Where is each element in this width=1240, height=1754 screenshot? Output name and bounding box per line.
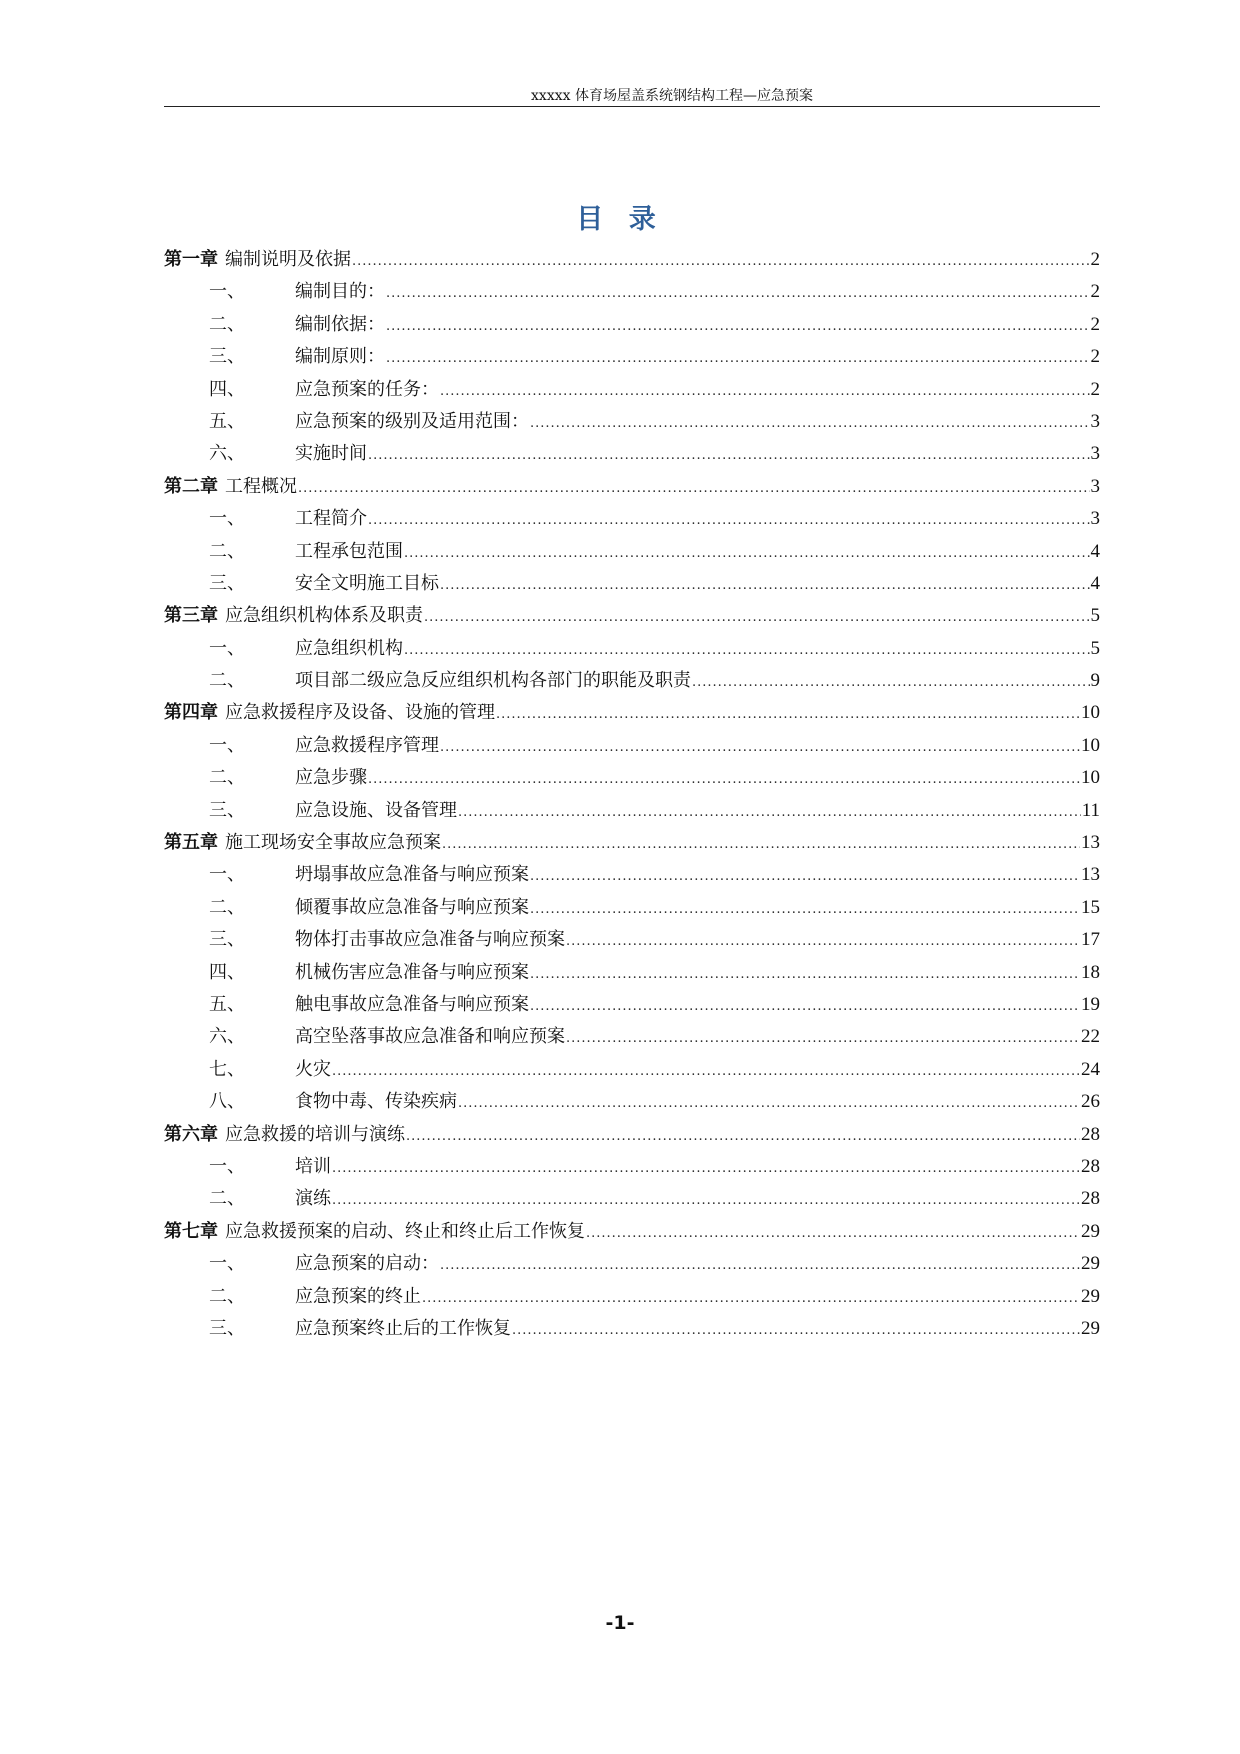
toc-section-entry[interactable]	[164, 762, 1100, 794]
toc-section-entry[interactable]	[164, 859, 1100, 891]
toc-entry-label: 编制依据：	[295, 313, 385, 335]
toc-entry-number: 七、	[209, 1058, 245, 1080]
toc-entry-label: 培训	[295, 1155, 331, 1177]
toc-dot-leader	[368, 505, 1090, 537]
toc-entry-page: 29	[1081, 1220, 1100, 1242]
toc-section-entry[interactable]	[164, 892, 1100, 924]
toc-dot-leader	[530, 959, 1080, 991]
toc-entry-label: 物体打击事故应急准备与响应预案	[295, 929, 565, 951]
toc-entry-page: 18	[1081, 961, 1100, 983]
toc-entry-number: 三、	[209, 572, 245, 594]
toc-entry-label: 工程简介	[295, 508, 367, 530]
toc-section-entry[interactable]	[164, 374, 1100, 406]
toc-entry-label: 应急预案的级别及适用范围：	[295, 410, 529, 432]
toc-entry-number: 三、	[209, 799, 245, 821]
toc-entry-page: 15	[1081, 896, 1100, 918]
toc-entry-label: 工程承包范围	[295, 540, 403, 562]
toc-entry-number: 六、	[209, 1026, 245, 1048]
toc-dot-leader	[440, 1250, 1080, 1282]
toc-entry-label: 安全文明施工目标	[295, 572, 439, 594]
toc-entry-number: 一、	[209, 734, 245, 756]
toc-section-entry[interactable]	[164, 1151, 1100, 1183]
toc-chapter-entry[interactable]	[164, 1119, 1100, 1151]
toc-section-entry[interactable]	[164, 1281, 1100, 1313]
toc-entry-number: 第二章	[164, 475, 218, 497]
toc-section-entry[interactable]	[164, 1183, 1100, 1215]
toc-chapter-entry[interactable]	[164, 1216, 1100, 1248]
toc-entry-number: 一、	[209, 1155, 245, 1177]
toc-section-entry[interactable]	[164, 568, 1100, 600]
toc-dot-leader	[404, 538, 1090, 570]
toc-entry-label: 应急设施、设备管理	[295, 799, 457, 821]
toc-entry-page: 2	[1090, 378, 1100, 400]
toc-entry-page: 11	[1081, 799, 1100, 821]
toc-entry-number: 一、	[209, 637, 245, 659]
page-number: -1-	[605, 1612, 635, 1634]
toc-entry-number: 二、	[209, 896, 245, 918]
toc-entry-number: 二、	[209, 540, 245, 562]
toc-dot-leader	[458, 797, 1081, 829]
toc-dot-leader	[386, 343, 1090, 375]
toc-entry-number: 第三章	[164, 605, 218, 627]
toc-entry-page: 2	[1090, 313, 1100, 335]
toc-entry-page: 26	[1081, 1091, 1100, 1113]
toc-section-entry[interactable]	[164, 665, 1100, 697]
toc-chapter-entry[interactable]	[164, 600, 1100, 632]
toc-chapter-entry[interactable]	[164, 471, 1100, 503]
toc-entry-number: 二、	[209, 670, 245, 692]
toc-section-entry[interactable]	[164, 795, 1100, 827]
toc-entry-label: 倾覆事故应急准备与响应预案	[295, 896, 529, 918]
toc-entry-label: 实施时间	[295, 443, 367, 465]
toc-entry-number: 二、	[209, 313, 245, 335]
toc-section-entry[interactable]	[164, 536, 1100, 568]
toc-dot-leader	[530, 408, 1090, 440]
toc-entry-label: 编制说明及依据	[225, 249, 351, 270]
toc-entry-page: 2	[1090, 281, 1100, 303]
toc-entry-number: 三、	[209, 346, 245, 368]
toc-entry-number: 五、	[209, 993, 245, 1015]
toc-section-entry[interactable]	[164, 957, 1100, 989]
toc-entry-label: 编制原则：	[295, 346, 385, 368]
table-of-contents	[164, 244, 1100, 1345]
toc-entry-number: 二、	[209, 1285, 245, 1307]
toc-entry-number: 四、	[209, 378, 245, 400]
toc-entry-label: 应急组织机构	[295, 637, 403, 659]
toc-entry-label: 应急步骤	[295, 767, 367, 789]
toc-entry-number: 一、	[209, 864, 245, 886]
toc-entry-label: 食物中毒、传染疾病	[295, 1091, 457, 1113]
toc-dot-leader	[332, 1153, 1080, 1185]
toc-entry-page: 22	[1081, 1026, 1100, 1048]
toc-entry-label: 工程概况	[225, 475, 297, 497]
toc-section-entry[interactable]	[164, 989, 1100, 1021]
toc-entry-number: 第七章	[164, 1220, 218, 1242]
toc-entry-page: 19	[1081, 993, 1100, 1015]
toc-entry-page: 28	[1081, 1188, 1100, 1210]
toc-entry-number: 二、	[209, 767, 245, 789]
toc-entry-label: 施工现场安全事故应急预案	[225, 832, 441, 854]
toc-entry-number: 六、	[209, 443, 245, 465]
toc-entry-label: 演练	[295, 1188, 331, 1210]
toc-entry-page: 29	[1081, 1285, 1100, 1307]
toc-entry-label: 应急预案终止后的工作恢复	[295, 1317, 511, 1339]
toc-dot-leader	[530, 861, 1080, 893]
toc-section-entry[interactable]	[164, 503, 1100, 535]
toc-entry-number: 四、	[209, 961, 245, 983]
toc-entry-label: 应急预案的启动：	[295, 1253, 439, 1275]
toc-dot-leader	[404, 635, 1090, 667]
toc-dot-leader	[458, 1088, 1080, 1120]
toc-section-entry[interactable]	[164, 1054, 1100, 1086]
toc-entry-label: 项目部二级应急反应组织机构各部门的职能及职责	[295, 670, 691, 692]
toc-entry-page: 13	[1081, 864, 1100, 886]
toc-chapter-entry[interactable]	[164, 244, 1100, 276]
toc-section-entry[interactable]	[164, 438, 1100, 470]
toc-entry-page: 5	[1090, 637, 1100, 659]
toc-entry-page: 28	[1081, 1155, 1100, 1177]
toc-entry-page: 2	[1090, 249, 1100, 270]
toc-entry-label: 高空坠落事故应急准备和响应预案	[295, 1026, 565, 1048]
toc-entry-page: 13	[1081, 832, 1100, 854]
toc-entry-number: 一、	[209, 281, 245, 303]
toc-dot-leader	[442, 829, 1080, 861]
toc-section-entry[interactable]	[164, 406, 1100, 438]
toc-entry-number: 三、	[209, 929, 245, 951]
toc-entry-label: 应急救援的培训与演练	[225, 1123, 405, 1145]
toc-section-entry[interactable]	[164, 1021, 1100, 1053]
toc-entry-number: 一、	[209, 508, 245, 530]
toc-dot-leader	[586, 1218, 1080, 1250]
toc-dot-leader	[440, 570, 1090, 602]
toc-entry-label: 应急组织机构体系及职责	[225, 605, 423, 627]
toc-dot-leader	[496, 699, 1080, 731]
toc-entry-label: 机械伤害应急准备与响应预案	[295, 961, 529, 983]
toc-entry-page: 3	[1090, 443, 1100, 465]
toc-dot-leader	[368, 440, 1090, 472]
toc-entry-number: 第六章	[164, 1123, 218, 1145]
toc-dot-leader	[368, 764, 1080, 796]
toc-entry-label: 坍塌事故应急准备与响应预案	[295, 864, 529, 886]
toc-entry-page: 29	[1081, 1317, 1100, 1339]
toc-dot-leader	[332, 1185, 1080, 1217]
toc-section-entry[interactable]	[164, 730, 1100, 762]
toc-dot-leader	[386, 278, 1090, 310]
toc-section-entry[interactable]	[164, 1248, 1100, 1280]
header-rule	[164, 106, 1100, 107]
toc-section-entry[interactable]	[164, 924, 1100, 956]
toc-entry-label: 应急救援程序及设备、设施的管理	[225, 702, 495, 724]
toc-dot-leader	[424, 602, 1090, 634]
toc-dot-leader	[406, 1121, 1080, 1153]
toc-entry-label: 火灾	[295, 1058, 331, 1080]
toc-section-entry[interactable]	[164, 341, 1100, 373]
toc-entry-label: 触电事故应急准备与响应预案	[295, 993, 529, 1015]
toc-dot-leader	[422, 1283, 1080, 1315]
toc-entry-page: 4	[1090, 572, 1100, 594]
toc-section-entry[interactable]	[164, 1086, 1100, 1118]
toc-dot-leader	[298, 473, 1090, 505]
toc-entry-page: 9	[1090, 670, 1100, 692]
toc-entry-page: 4	[1090, 540, 1100, 562]
toc-entry-number: 第一章	[164, 249, 218, 270]
toc-entry-page: 3	[1090, 410, 1100, 432]
toc-section-entry[interactable]	[164, 633, 1100, 665]
toc-entry-page: 29	[1081, 1253, 1100, 1275]
toc-entry-number: 三、	[209, 1317, 245, 1339]
toc-section-entry[interactable]	[164, 1313, 1100, 1345]
toc-entry-page: 17	[1081, 929, 1100, 951]
toc-chapter-entry[interactable]	[164, 697, 1100, 729]
running-header: xxxxx 体育场屋盖系统钢结构工程—应急预案	[531, 88, 813, 104]
toc-entry-number: 八、	[209, 1091, 245, 1113]
toc-entry-page: 24	[1081, 1058, 1100, 1080]
toc-section-entry[interactable]	[164, 276, 1100, 308]
toc-entry-number: 第四章	[164, 702, 218, 724]
toc-entry-label: 编制目的：	[295, 281, 385, 303]
toc-dot-leader	[512, 1315, 1080, 1347]
toc-dot-leader	[692, 667, 1090, 699]
toc-dot-leader	[352, 246, 1090, 278]
toc-entry-page: 5	[1090, 605, 1100, 627]
toc-entry-label: 应急预案的任务：	[295, 378, 439, 400]
toc-dot-leader	[566, 1023, 1080, 1055]
toc-entry-number: 五、	[209, 410, 245, 432]
toc-dot-leader	[332, 1056, 1080, 1088]
toc-dot-leader	[530, 991, 1080, 1023]
toc-entry-label: 应急救援预案的启动、终止和终止后工作恢复	[225, 1220, 585, 1242]
toc-chapter-entry[interactable]	[164, 827, 1100, 859]
toc-dot-leader	[440, 732, 1080, 764]
toc-dot-leader	[566, 926, 1080, 958]
toc-entry-label: 应急救援程序管理	[295, 734, 439, 756]
toc-entry-page: 2	[1090, 346, 1100, 368]
toc-entry-number: 二、	[209, 1188, 245, 1210]
toc-entry-page: 10	[1081, 767, 1100, 789]
toc-entry-page: 10	[1081, 702, 1100, 724]
toc-entry-page: 28	[1081, 1123, 1100, 1145]
toc-entry-page: 3	[1090, 475, 1100, 497]
toc-entry-page: 3	[1090, 508, 1100, 530]
toc-title: 目 录	[576, 204, 664, 235]
toc-dot-leader	[440, 376, 1090, 408]
toc-dot-leader	[386, 311, 1090, 343]
toc-entry-number: 第五章	[164, 832, 218, 854]
toc-dot-leader	[530, 894, 1080, 926]
toc-entry-number: 一、	[209, 1253, 245, 1275]
toc-section-entry[interactable]	[164, 309, 1100, 341]
toc-entry-page: 10	[1081, 734, 1100, 756]
toc-entry-label: 应急预案的终止	[295, 1285, 421, 1307]
